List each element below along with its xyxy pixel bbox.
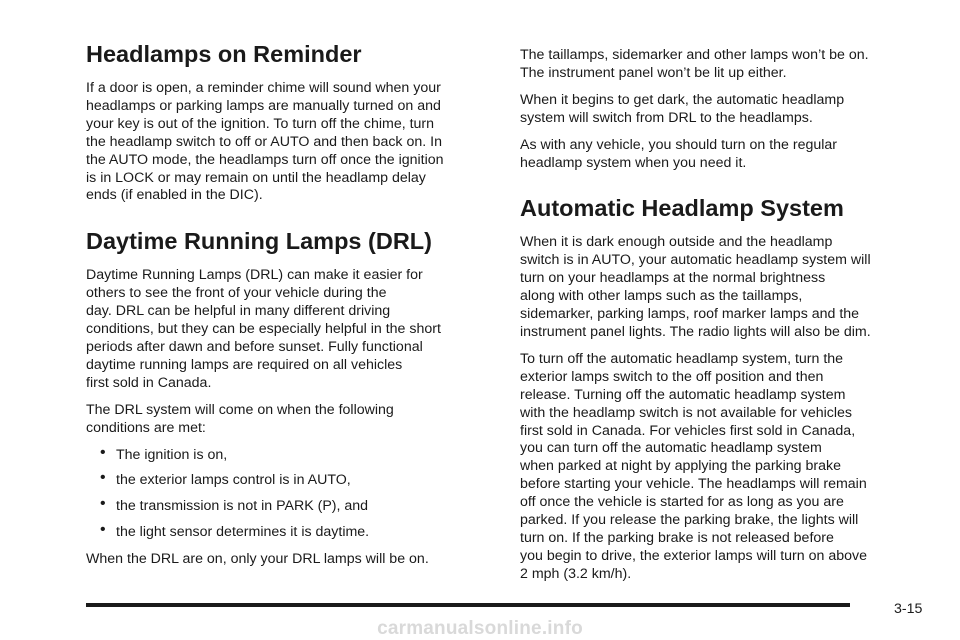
drl-conditions-list xyxy=(86,443,494,543)
list-item xyxy=(86,495,494,516)
list-item-text: the light sensor determines it is daytime. xyxy=(116,524,370,541)
drl-paragraph-3: When the DRL are on, only your DRL lamps will be on. xyxy=(86,551,429,568)
headlamps-reminder-paragraph: If a door is open, a reminder chime will sound when your headlamps or parking lamps are manually turned on and your key is out of the ignition. To turn off the chime, turn the headlamp switch to off or AUTO and then back on. In the AUTO mode, the headlamps turn off once the ignition is in LOCK or may remain on until the headlamp delay ends (if enabled in the DIC). xyxy=(86,80,444,204)
drl-continued-paragraph-3: As with any vehicle, you should turn on the regular headlamp system when you need it. xyxy=(520,136,838,171)
headlamps-reminder-heading: Headlamps on Reminder xyxy=(86,41,362,67)
list-item xyxy=(86,521,494,542)
drl-paragraph-2: The DRL system will come on when the following conditions are met: xyxy=(86,401,394,436)
automatic-headlamp-heading: Automatic Headlamp System xyxy=(520,195,844,222)
automatic-headlamp-paragraph-2: To turn off the automatic headlamp system, turn the exterior lamps switch to the off position and then release. Turning off the automatic headlamp system with the headlamp switch is not available for vehicles first sold in Canada. For vehicles first sold in Canada, you can turn off the automatic headlamp system when parked at night by applying the parking brake before starting your vehicle. The headlamps will remain off once the vehicle is started for as long as you are parked. If you release the parking brake, the lights will turn on. If the parking brake is not released before you begin to drive, the exterior lamps will turn on above 2 mph (3.2 km/h). xyxy=(520,350,867,582)
bullet-icon: • xyxy=(100,443,106,461)
bullet-icon: • xyxy=(100,495,106,513)
left-column xyxy=(86,40,494,578)
list-item xyxy=(86,443,494,465)
drl-continued-paragraph-1: The taillamps, sidemarker and other lamps won’t be on. The instrument panel won’t be lit up either. xyxy=(520,47,869,81)
drl-continued-paragraph-2: When it begins to get dark, the automatic headlamp system will switch from DRL to the headlamps. xyxy=(520,91,845,126)
list-item-text: the transmission is not in PARK (P), and xyxy=(116,498,369,515)
list-item-text: The ignition is on, xyxy=(116,446,228,463)
right-column xyxy=(520,47,930,593)
bullet-icon: • xyxy=(100,469,106,487)
list-item-text: the exterior lamps control is in AUTO, xyxy=(116,472,351,489)
list-item xyxy=(86,469,494,490)
footer-rule xyxy=(86,603,850,607)
page-number: 3-15 xyxy=(894,601,923,617)
bullet-icon: • xyxy=(100,521,106,539)
watermark: carmanualsonline.info xyxy=(377,618,583,639)
automatic-headlamp-paragraph-1: When it is dark enough outside and the headlamp switch is in AUTO, your automatic headlamp system will turn on your headlamps at the normal brightness along with other lamps such as the taillamps, sidemarker, parking lamps, roof marker lamps and the instrument panel lights. The radio lights will also be dim. xyxy=(520,234,871,340)
drl-paragraph-1: Daytime Running Lamps (DRL) can make it easier for others to see the front of your vehicle during the day. DRL can be helpful in many different driving conditions, but they can be especially helpful in the short periods after dawn and before sunset. Fully functional daytime running lamps are required on all vehicles first sold in Canada. xyxy=(86,267,441,391)
drl-heading: Daytime Running Lamps (DRL) xyxy=(86,228,432,255)
